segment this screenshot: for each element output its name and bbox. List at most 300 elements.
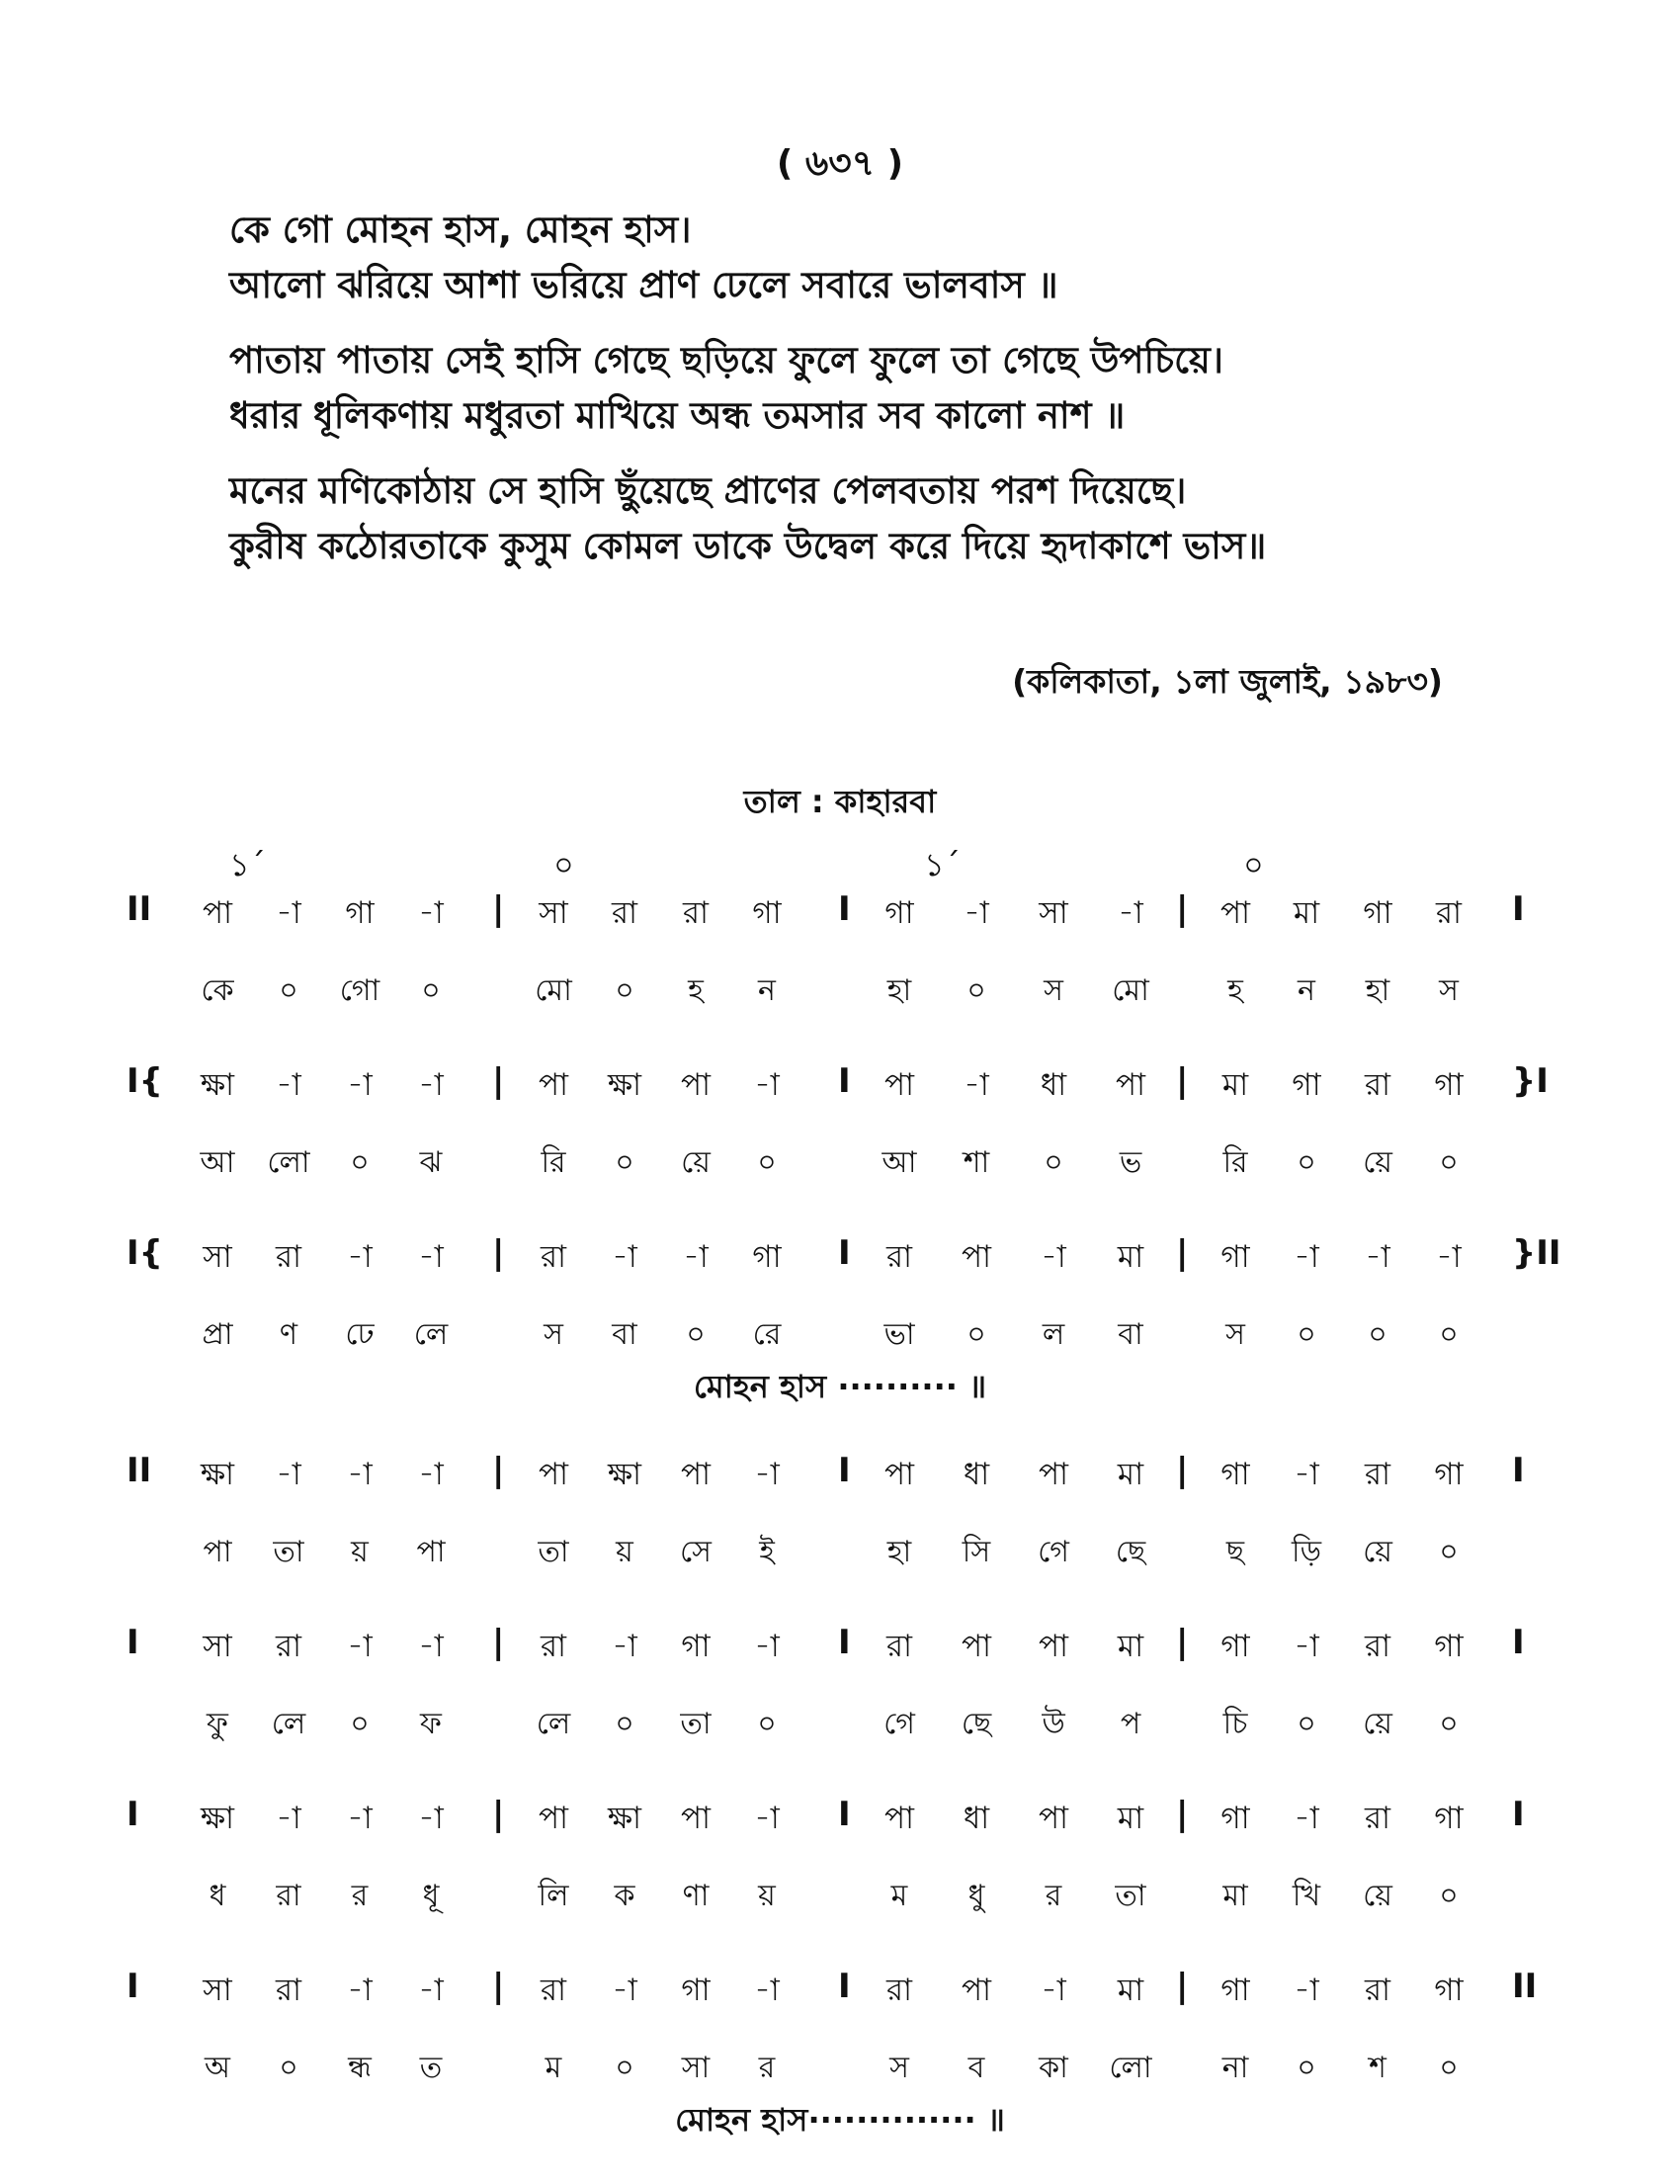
note-cell: গা xyxy=(752,1239,782,1275)
note-cell: সা xyxy=(203,1239,232,1275)
note-cell: -া xyxy=(347,1801,373,1836)
note-cell: মা xyxy=(1117,1973,1144,2008)
syllable-cell: ০ xyxy=(966,973,986,1008)
bar-line-close: I xyxy=(1512,1795,1525,1834)
note-cell: পা xyxy=(538,1457,569,1492)
bar-line: | xyxy=(1176,1061,1189,1101)
note-cell: গা xyxy=(681,1629,711,1664)
note-cell: -া xyxy=(418,1067,444,1103)
bar-line-mid: I xyxy=(838,1795,851,1834)
bar-line: | xyxy=(492,1233,505,1273)
note-cell: পা xyxy=(961,1629,992,1664)
note-cell: গা xyxy=(752,895,782,931)
note-cell: গা xyxy=(1363,895,1392,931)
bar-line-close: I xyxy=(1512,1623,1525,1662)
note-cell: গা xyxy=(1220,1629,1250,1664)
note-cell: -া xyxy=(276,1067,301,1103)
note-cell: -া xyxy=(1041,1973,1066,2008)
syllable-cell: ০ xyxy=(615,973,634,1008)
note-cell: রা xyxy=(682,895,710,931)
note-cell: গা xyxy=(681,1973,711,2008)
note-cell: ক্ষা xyxy=(607,1067,642,1103)
syllable-cell: ০ xyxy=(1044,1145,1063,1180)
syllable-cell: স xyxy=(1439,973,1459,1008)
syllable-cell: চি xyxy=(1222,1707,1248,1741)
swaralipi-row xyxy=(126,1623,1542,1692)
note-cell: -া xyxy=(612,1239,637,1275)
note-cell: -া xyxy=(754,1973,780,2008)
syllable-cell: ০ xyxy=(279,973,298,1008)
syllable-cell: ০ xyxy=(1297,1707,1316,1741)
syllable-cell: তা xyxy=(273,1535,304,1569)
syllable-cell: য়ে xyxy=(681,1145,711,1180)
notation-group xyxy=(126,1967,1542,2154)
syllable-cell: হা xyxy=(886,973,912,1008)
beat-markers xyxy=(0,840,1680,883)
note-cell: -া xyxy=(347,1629,373,1664)
syllable-cell: ০ xyxy=(615,2051,634,2085)
note-cell: সা xyxy=(1039,895,1068,931)
syllable-cell: ০ xyxy=(1297,1145,1316,1180)
note-cell: -া xyxy=(418,1629,444,1664)
note-cell: -া xyxy=(1365,1239,1390,1275)
syllable-cell: ঢে xyxy=(345,1317,375,1352)
notation-group xyxy=(126,1795,1542,1923)
note-cell: -া xyxy=(418,1457,444,1492)
bar-line-close: }I xyxy=(1512,1061,1549,1101)
syllable-cell: সে xyxy=(680,1535,712,1569)
note-cell: -া xyxy=(754,1067,780,1103)
notation-group xyxy=(126,1233,1561,1421)
syllable-cell: ০ xyxy=(1439,1317,1459,1352)
syllable-cell: ম xyxy=(545,2051,562,2085)
syllable-cell: ন্ধ xyxy=(348,2051,372,2085)
syllable-cell: স xyxy=(889,2051,909,2085)
lyric-syllable-row xyxy=(138,959,1542,1018)
lyric-line: পাতায় পাতায় সেই হাসি গেছে ছড়িয়ে ফুলে ফুলে তা গেছে উপচিয়ে। xyxy=(229,339,1223,381)
lyrics xyxy=(229,203,1514,594)
note-cell: রা xyxy=(1435,895,1463,931)
bar-line-close: II xyxy=(1512,1967,1538,2006)
syllable-cell: র xyxy=(1045,1879,1062,1913)
note-cell: পা xyxy=(538,1801,569,1836)
note-cell: রা xyxy=(275,1239,302,1275)
syllable-cell: ন xyxy=(758,973,776,1008)
syllable-cell: ধূ xyxy=(422,1879,440,1913)
note-cell: -া xyxy=(754,1629,780,1664)
swaralipi-row xyxy=(126,1451,1542,1520)
note-cell: রা xyxy=(275,1629,302,1664)
refrain-line: মোহন হাস·············· ॥ xyxy=(675,2101,1005,2139)
bar-line-mid: I xyxy=(838,1233,851,1273)
note-cell: মা xyxy=(1117,1629,1144,1664)
refrain-line: মোহন হাস ·········· ॥ xyxy=(693,1368,987,1405)
bar-line-open: II xyxy=(126,1451,152,1490)
syllable-cell: গে xyxy=(1038,1535,1069,1569)
syllable-cell: ঝ xyxy=(419,1145,443,1180)
syllable-cell: রা xyxy=(276,1879,301,1913)
note-cell: রা xyxy=(1364,1067,1391,1103)
swaralipi-row xyxy=(126,1061,1549,1131)
note-cell: পা xyxy=(1038,1801,1069,1836)
syllable-cell: লে xyxy=(413,1317,449,1352)
note-cell: গা xyxy=(1434,1629,1464,1664)
syllable-cell: ছ xyxy=(1225,1535,1245,1569)
syllable-cell: আ xyxy=(200,1145,235,1180)
syllable-cell: লি xyxy=(538,1879,569,1913)
syllable-cell: গে xyxy=(883,1707,915,1741)
syllable-cell: বা xyxy=(1118,1317,1143,1352)
note-cell: পা xyxy=(1115,1067,1146,1103)
note-cell: রা xyxy=(275,1973,302,2008)
footnote: (কলিকাতা, ১লা জুলাই, ১৯৮৩) xyxy=(1012,662,1443,701)
note-cell: -া xyxy=(418,1973,444,2008)
note-cell: গা xyxy=(1434,1067,1464,1103)
syllable-cell: খি xyxy=(1292,1879,1321,1913)
note-cell: -া xyxy=(418,1801,444,1836)
bar-line-open: I xyxy=(126,1795,139,1834)
swaralipi-row xyxy=(126,1233,1561,1302)
bar-line-mid: I xyxy=(838,889,851,929)
note-cell: গা xyxy=(1220,1973,1250,2008)
note-cell: রা xyxy=(540,1973,567,2008)
bar-line-mid: I xyxy=(838,1061,851,1101)
syllable-cell: সা xyxy=(681,2051,711,2085)
lyric-line: কুরীষ কঠোরতাকে কুসুম কোমল ডাকে উদ্বেল করে দিয়ে হৃদাকাশে ভাস॥ xyxy=(229,525,1267,567)
note-cell: ক্ষা xyxy=(200,1067,235,1103)
bar-line-mid: I xyxy=(838,1967,851,2006)
syllable-cell: গো xyxy=(339,973,380,1008)
beat-marker: ০ xyxy=(553,846,574,883)
lyric-syllable-row xyxy=(138,1520,1542,1579)
syllable-cell: কা xyxy=(1039,2051,1068,2085)
note-cell: পা xyxy=(961,1239,992,1275)
note-cell: -া xyxy=(276,1457,301,1492)
note-cell: গা xyxy=(1434,1973,1464,2008)
note-cell: রা xyxy=(885,1973,913,2008)
lyric-line: ধরার ধূলিকণায় মধুরতা মাখিয়ে অন্ধ তমসার সব কালো নাশ ॥ xyxy=(229,394,1126,437)
note-cell: গা xyxy=(884,895,914,931)
syllable-cell: হ xyxy=(1227,973,1243,1008)
note-cell: পা xyxy=(680,1801,712,1836)
note-cell: -া xyxy=(1294,1629,1319,1664)
bar-line: | xyxy=(492,1623,505,1662)
syllable-cell: পা xyxy=(203,1535,232,1569)
notation-group xyxy=(126,1451,1542,1579)
note-cell: -া xyxy=(276,895,301,931)
bar-line: | xyxy=(1176,1451,1189,1490)
syllable-cell: ০ xyxy=(350,1145,370,1180)
note-cell: ধা xyxy=(963,1801,990,1836)
syllable-cell: ০ xyxy=(1439,1879,1459,1913)
syllable-cell: রি xyxy=(541,1145,566,1180)
note-cell: পা xyxy=(538,1067,569,1103)
beat-marker: ১´ xyxy=(229,846,266,883)
syllable-cell: য় xyxy=(616,1535,633,1569)
stanza xyxy=(229,203,1514,313)
note-cell: -া xyxy=(964,895,989,931)
syllable-cell: ০ xyxy=(421,973,441,1008)
syllable-cell: লো xyxy=(267,1145,310,1180)
syllable-cell: মা xyxy=(1222,1879,1248,1913)
syllable-cell: রে xyxy=(752,1317,782,1352)
bar-line: | xyxy=(492,1967,505,2006)
syllable-cell: হ xyxy=(688,973,704,1008)
syllable-cell: অ xyxy=(205,2051,230,2085)
syllable-cell: স xyxy=(1044,973,1063,1008)
note-cell: -া xyxy=(347,1973,373,2008)
note-cell: ধা xyxy=(1040,1067,1067,1103)
note-cell: -া xyxy=(347,1457,373,1492)
note-cell: পা xyxy=(680,1457,712,1492)
lyric-syllable-row xyxy=(138,1302,1542,1362)
note-cell: -া xyxy=(754,1801,780,1836)
lyric-line: মনের মণিকোঠায় সে হাসি ছুঁয়েছে প্রাণের পেলবতায় পরশ দিয়েছে। xyxy=(229,469,1187,512)
syllable-cell: পা xyxy=(416,1535,446,1569)
syllable-cell: লো xyxy=(1109,2051,1152,2085)
syllable-cell: ক xyxy=(614,1879,635,1913)
lyric-syllable-row xyxy=(138,1692,1542,1751)
syllable-cell: মো xyxy=(535,973,572,1008)
note-cell: পা xyxy=(202,895,233,931)
bar-line: | xyxy=(1176,1233,1189,1273)
syllable-cell: প xyxy=(1120,1707,1141,1741)
note-cell: -া xyxy=(612,1629,637,1664)
syllable-cell: আ xyxy=(882,1145,917,1180)
syllable-cell: ল xyxy=(1042,1317,1065,1352)
note-cell: -া xyxy=(1041,1239,1066,1275)
note-cell: পা xyxy=(883,1067,915,1103)
bar-line-open: II xyxy=(126,889,152,929)
bar-line: | xyxy=(492,1795,505,1834)
note-cell: রা xyxy=(1364,1973,1391,2008)
note-cell: -া xyxy=(276,1801,301,1836)
syllable-cell: ব xyxy=(967,2051,985,2085)
note-cell: মা xyxy=(1117,1801,1144,1836)
syllable-cell: ম xyxy=(890,1879,908,1913)
note-cell: রা xyxy=(1364,1629,1391,1664)
syllable-cell: ণা xyxy=(682,1879,710,1913)
syllable-cell: ই xyxy=(759,1535,775,1569)
syllable-cell: ফু xyxy=(207,1707,228,1741)
syllable-cell: য় xyxy=(758,1879,776,1913)
syllable-cell: রি xyxy=(1222,1145,1248,1180)
note-cell: ক্ষা xyxy=(200,1801,235,1836)
stanza xyxy=(229,463,1514,574)
note-cell: পা xyxy=(680,1067,712,1103)
syllable-cell: শা xyxy=(963,1145,990,1180)
syllable-cell: স xyxy=(544,1317,563,1352)
syllable-cell: ০ xyxy=(615,1145,634,1180)
syllable-cell: লে xyxy=(271,1707,306,1741)
note-cell: রা xyxy=(1364,1457,1391,1492)
bar-line-mid: I xyxy=(838,1623,851,1662)
note-cell: পা xyxy=(1038,1457,1069,1492)
bar-line-close: I xyxy=(1512,1451,1525,1490)
syllable-cell: ০ xyxy=(1439,1707,1459,1741)
note-cell: সা xyxy=(203,1973,232,2008)
note-cell: মা xyxy=(1117,1239,1144,1275)
note-cell: -া xyxy=(1294,1239,1319,1275)
syllable-cell: স xyxy=(1225,1317,1245,1352)
bar-line-open: I{ xyxy=(126,1061,163,1101)
syllable-cell: ছে xyxy=(1115,1535,1146,1569)
syllable-cell: য় xyxy=(351,1535,369,1569)
bar-line-open: I xyxy=(126,1967,139,2006)
note-cell: -া xyxy=(1294,1457,1319,1492)
syllable-cell: ০ xyxy=(1439,1145,1459,1180)
syllable-cell: য়ে xyxy=(1363,1145,1392,1180)
swaralipi-row xyxy=(126,889,1542,959)
notation-group xyxy=(126,1623,1542,1751)
syllable-cell: ০ xyxy=(615,1707,634,1741)
syllable-cell: ছে xyxy=(961,1707,992,1741)
syllable-cell: সি xyxy=(962,1535,991,1569)
syllable-cell: ০ xyxy=(757,1145,777,1180)
bar-line-open: I{ xyxy=(126,1233,163,1273)
note-cell: পা xyxy=(1038,1629,1069,1664)
note-cell: মা xyxy=(1221,1067,1249,1103)
swaralipi-row xyxy=(126,1795,1542,1864)
syllable-cell: য়ে xyxy=(1363,1879,1392,1913)
syllable-cell: তা xyxy=(1115,1879,1146,1913)
note-cell: পা xyxy=(883,1457,915,1492)
syllable-cell: য়ে xyxy=(1363,1535,1392,1569)
syllable-cell: ০ xyxy=(966,1317,986,1352)
note-cell: ক্ষা xyxy=(200,1457,235,1492)
bar-line: | xyxy=(492,1451,505,1490)
beat-marker: ০ xyxy=(1243,846,1264,883)
lyric-line: কে গো মোহন হাস, মোহন হাস। xyxy=(229,209,692,251)
note-cell: -া xyxy=(1118,895,1143,931)
notation-group xyxy=(126,889,1542,1018)
bar-line: | xyxy=(1176,1795,1189,1834)
syllable-cell: ০ xyxy=(1297,1317,1316,1352)
beat-marker: ১´ xyxy=(924,846,961,883)
swaralipi-row xyxy=(126,1967,1542,2036)
note-cell: গা xyxy=(1220,1239,1250,1275)
tala-heading: তাল : কাহারবা xyxy=(743,783,937,820)
bar-line: | xyxy=(1176,889,1189,929)
note-cell: ধা xyxy=(963,1457,990,1492)
syllable-cell: ধু xyxy=(967,1879,985,1913)
bar-line: | xyxy=(492,1061,505,1101)
stanza xyxy=(229,333,1514,444)
note-cell: -া xyxy=(1436,1239,1462,1275)
syllable-cell: শ xyxy=(1369,2051,1386,2085)
note-cell: ক্ষা xyxy=(607,1801,642,1836)
bar-line: | xyxy=(1176,1967,1189,2006)
syllable-cell: ০ xyxy=(279,2051,298,2085)
syllable-cell: তা xyxy=(538,1535,569,1569)
syllable-cell: র xyxy=(351,1879,369,1913)
syllable-cell: হা xyxy=(886,1535,912,1569)
syllable-cell: হা xyxy=(1365,973,1390,1008)
note-cell: মা xyxy=(1117,1457,1144,1492)
syllable-cell: ন xyxy=(1298,973,1315,1008)
syllable-cell: ণ xyxy=(279,1317,298,1352)
note-cell: রা xyxy=(885,1239,913,1275)
bar-line-mid: I xyxy=(838,1451,851,1490)
syllable-cell: কে xyxy=(201,973,234,1008)
note-cell: সা xyxy=(203,1629,232,1664)
syllable-cell: প্রা xyxy=(202,1317,233,1352)
syllable-cell: ০ xyxy=(686,1317,706,1352)
note-cell: -া xyxy=(418,895,444,931)
note-cell: রা xyxy=(611,895,638,931)
bar-line-close: }II xyxy=(1512,1233,1561,1273)
syllable-cell: মো xyxy=(1112,973,1149,1008)
note-cell: রা xyxy=(1364,1801,1391,1836)
syllable-cell: ০ xyxy=(1297,2051,1316,2085)
notation-group xyxy=(126,1061,1549,1190)
syllable-cell: ড়ি xyxy=(1291,1535,1321,1569)
bar-line: | xyxy=(492,889,505,929)
syllable-cell: য়ে xyxy=(1363,1707,1392,1741)
page-number: ( ৬৩৭ ) xyxy=(776,143,904,184)
note-cell: গা xyxy=(1220,1801,1250,1836)
note-cell: -া xyxy=(754,1457,780,1492)
note-cell: -া xyxy=(418,1239,444,1275)
lyric-syllable-row xyxy=(138,2036,1542,2095)
syllable-cell: ভা xyxy=(883,1317,915,1352)
note-cell: পা xyxy=(883,1801,915,1836)
note-cell: গা xyxy=(1220,1457,1250,1492)
bar-line-close: I xyxy=(1512,889,1525,929)
note-cell: গা xyxy=(1434,1801,1464,1836)
syllable-cell: বা xyxy=(612,1317,637,1352)
syllable-cell: ০ xyxy=(1368,1317,1387,1352)
syllable-cell: র xyxy=(758,2051,776,2085)
notation-grid xyxy=(126,889,1561,2184)
note-cell: রা xyxy=(885,1629,913,1664)
syllable-cell: ধ xyxy=(209,1879,226,1913)
note-cell: সা xyxy=(539,895,568,931)
note-cell: -া xyxy=(1294,1801,1319,1836)
note-cell: গা xyxy=(1292,1067,1321,1103)
syllable-cell: না xyxy=(1221,2051,1249,2085)
lyric-syllable-row xyxy=(138,1131,1542,1190)
lyric-syllable-row xyxy=(138,1864,1542,1923)
syllable-cell: তা xyxy=(680,1707,712,1741)
note-cell: -া xyxy=(964,1067,989,1103)
syllable-cell: ভ xyxy=(1119,1145,1142,1180)
note-cell: ক্ষা xyxy=(607,1457,642,1492)
note-cell: পা xyxy=(961,1973,992,2008)
note-cell: -া xyxy=(347,1067,373,1103)
note-cell: -া xyxy=(612,1973,637,2008)
note-cell: মা xyxy=(1293,895,1320,931)
note-cell: রা xyxy=(540,1629,567,1664)
syllable-cell: লে xyxy=(536,1707,571,1741)
syllable-cell: উ xyxy=(1042,1707,1065,1741)
bar-line-open: I xyxy=(126,1623,139,1662)
bar-line: | xyxy=(1176,1623,1189,1662)
note-cell: -া xyxy=(347,1239,373,1275)
syllable-cell: ০ xyxy=(757,1707,777,1741)
syllable-cell: ফ xyxy=(420,1707,442,1741)
lyric-line: আলো ঝরিয়ে আশা ভরিয়ে প্রাণ ঢেলে সবারে ভালবাস ॥ xyxy=(229,264,1058,306)
note-cell: গা xyxy=(1434,1457,1464,1492)
syllable-cell: ০ xyxy=(1439,1535,1459,1569)
note-cell: -া xyxy=(683,1239,709,1275)
syllable-cell: ০ xyxy=(1439,2051,1459,2085)
note-cell: পা xyxy=(1219,895,1251,931)
syllable-cell: ত xyxy=(419,2051,443,2085)
syllable-cell: ০ xyxy=(350,1707,370,1741)
note-cell: গা xyxy=(345,895,375,931)
note-cell: রা xyxy=(540,1239,567,1275)
